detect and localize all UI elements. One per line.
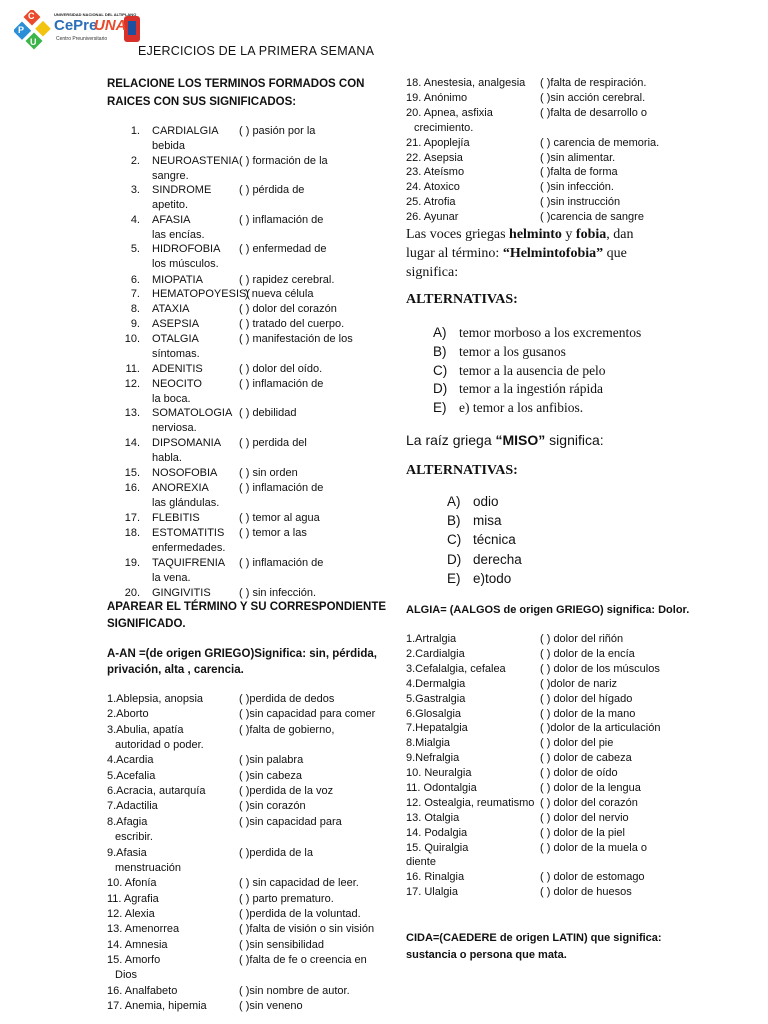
item-term: 13. Amenorrea <box>107 923 180 936</box>
logo-subtitle: Centro Preuniversitario <box>56 36 108 42</box>
list-item <box>0 406 400 436</box>
alternative-letter: C) <box>433 362 448 378</box>
item-meaning: ( ) enfermedad de <box>239 243 327 255</box>
item-meaning: ( )perdida de la voluntad. <box>239 907 361 920</box>
item-meaning: ( ) dolor del hígado <box>540 692 633 705</box>
item-meaning: ( )sin capacidad para <box>239 815 342 828</box>
item-term: NEOCITO <box>152 378 202 390</box>
question2-term: “MISO” <box>495 432 546 448</box>
list-item <box>0 76 768 91</box>
item-meaning-continued: menstruación <box>115 861 182 874</box>
item-term: 21. Apoplejía <box>406 136 470 149</box>
item-term: 10. Neuralgia <box>406 767 472 780</box>
item-meaning: ( )sin corazón <box>239 800 306 813</box>
item-meaning: ( ) inflamación de <box>239 482 324 494</box>
logo-brand-una: UNA <box>94 17 127 34</box>
logo <box>14 10 142 52</box>
item-term: 13. Otalgia <box>406 811 460 824</box>
question1-term: “Helmintofobia” <box>502 246 604 261</box>
item-number: 5. <box>130 243 140 255</box>
item-meaning: ( ) parto prematuro. <box>239 892 334 905</box>
item-term: 6.Glosalgia <box>406 707 462 720</box>
item-meaning: ( ) tratado del cuerpo. <box>239 318 345 330</box>
item-term: 15. Amorfo <box>107 953 161 966</box>
list-item <box>0 91 768 106</box>
item-term: MIOPATIA <box>152 274 203 286</box>
section3-title: ALGIA= (AALGOS de origen GRIEGO) significa: Dolor. <box>406 604 690 616</box>
item-number: 19. <box>124 557 140 569</box>
list-item <box>0 707 768 722</box>
alternative-letter: D) <box>447 551 462 567</box>
list-item <box>0 870 768 885</box>
alternative-text: misa <box>473 513 502 529</box>
item-meaning: ( )sin infección. <box>540 181 614 194</box>
list-item <box>0 180 768 195</box>
item-term: 1.Ablepsia, anopsia <box>107 693 204 705</box>
item-term: ANOREXIA <box>152 482 209 494</box>
list-item <box>0 692 768 707</box>
list-item <box>0 151 768 166</box>
item-meaning: ( ) pasión por la <box>239 125 316 137</box>
item-meaning: ( ) inflamación de <box>239 214 324 226</box>
item-number: 18. <box>124 527 140 539</box>
alternative-text: temor a la ausencia de pelo <box>459 362 606 378</box>
item-term: 2.Cardialgia <box>406 647 465 660</box>
logo-brand-cepre: CePre <box>54 17 98 34</box>
item-term: 7.Hepatalgia <box>406 722 468 735</box>
item-meaning: ( )perdida de la <box>239 846 313 859</box>
item-meaning: ( ) dolor del riñón <box>540 633 624 645</box>
list-item <box>0 481 400 511</box>
question1-text: y <box>561 227 576 242</box>
item-meaning: ( ) dolor de estomago <box>540 871 645 884</box>
alternative-letter: D) <box>433 381 448 397</box>
item-term: 9.Afasia <box>107 846 147 859</box>
list-item <box>0 556 400 586</box>
item-meaning: ( )dolor de nariz <box>540 677 618 690</box>
item-term: 9.Nefralgia <box>406 752 460 765</box>
item-number: 14. <box>124 437 140 449</box>
item-term: 25. Atrofia <box>406 196 456 209</box>
item-term: DIPSOMANIA <box>152 437 222 449</box>
section4-title <box>406 930 662 964</box>
alternative-letter: B) <box>447 513 461 529</box>
list-item <box>0 826 768 841</box>
list-item <box>0 796 768 811</box>
item-term: NEUROASTENIA <box>152 155 239 167</box>
item-meaning: ( )falta de gobierno, <box>239 723 335 736</box>
item-meaning: ( )falta de fe o creencia en <box>239 953 367 966</box>
list-item <box>0 377 400 407</box>
item-meaning-continued: bebida <box>152 139 186 152</box>
item-term: SINDROME <box>152 184 212 196</box>
item-term: 23. Ateísmo <box>406 166 465 179</box>
section4-title-line2: sustancia o persona que mata. <box>406 949 567 961</box>
item-term: ESTOMATITIS <box>152 527 225 539</box>
item-term: 2.Aborto <box>107 708 149 721</box>
item-term: 12. Ostealgia, reumatismo <box>406 796 535 809</box>
item-number: 20. <box>124 587 140 599</box>
item-meaning: ( )carencia de sangre <box>540 211 644 224</box>
item-number: 10. <box>124 333 140 345</box>
item-meaning: ( ) dolor de la lengua <box>540 782 641 794</box>
item-meaning: ( ) dolor del nervio <box>540 811 629 824</box>
item-meaning: ( ) rapidez cerebral. <box>239 274 335 286</box>
item-meaning-continued: las glándulas. <box>152 496 220 509</box>
item-meaning: ( ) perdida del <box>239 437 307 449</box>
item-meaning: ( ) manifestación de los <box>239 333 353 345</box>
item-meaning: ( )dolor de la articulación <box>540 722 661 735</box>
item-meaning: ( ) sin capacidad de leer. <box>239 877 359 890</box>
list-item <box>0 885 768 900</box>
list-item <box>0 781 768 796</box>
item-term: SOMATOLOGIA <box>152 407 233 419</box>
question1-text: lugar al término: <box>406 246 503 261</box>
list-item <box>0 647 768 662</box>
list-item <box>0 751 768 766</box>
item-term: 7.Adactilia <box>107 800 158 813</box>
item-term: 5.Acefalia <box>107 769 156 782</box>
item-term: 14. Podalgia <box>406 826 468 839</box>
item-term: ATAXIA <box>152 303 190 315</box>
item-term: 17. Ulalgia <box>406 886 458 899</box>
section4-title-line1: CIDA=(CAEDERE de origen LATIN) que significa: <box>406 932 662 944</box>
item-number: 8. <box>130 303 140 315</box>
list-item <box>0 811 768 826</box>
question1-line3: significa: <box>406 265 459 280</box>
item-meaning: ( ) temor a las <box>239 527 307 539</box>
list-item <box>0 210 768 225</box>
item-term: HEMATOPOYESIS( <box>152 288 251 300</box>
item-number: 2. <box>130 155 140 167</box>
item-number: 11. <box>125 363 140 375</box>
question1-word-fobia: fobia <box>575 227 607 242</box>
item-number: 4. <box>130 214 140 226</box>
section2-title-line2: SIGNIFICADO. <box>107 618 186 630</box>
list-item <box>0 136 768 151</box>
item-term: 16. Rinalgia <box>406 871 465 884</box>
question2-alternatives-title: ALTERNATIVAS: <box>406 463 518 478</box>
item-meaning-continued: enfermedades. <box>152 541 226 554</box>
section2-subtitle-line2: privación, alta , carencia. <box>107 664 244 676</box>
question1-text: Las voces griegas <box>406 227 510 242</box>
list-item <box>0 984 768 999</box>
question1-text: , dan <box>606 227 634 242</box>
item-number: 1. <box>130 125 140 137</box>
list-item <box>0 841 768 871</box>
item-meaning-continued: diente <box>406 856 436 869</box>
list-item <box>0 999 768 1014</box>
item-number: 3. <box>130 184 140 196</box>
item-meaning-continued: habla. <box>152 451 182 464</box>
item-meaning: ( ) sin infección. <box>239 587 317 599</box>
item-number: 9. <box>130 318 140 330</box>
question1 <box>406 225 633 282</box>
item-term: 18. Anestesia, analgesia <box>406 77 526 89</box>
item-meaning: ( ) debilidad <box>239 407 297 419</box>
section1-title-line1: RELACIONE LOS TERMINOS FORMADOS CON <box>107 78 365 90</box>
item-term: GINGIVITIS <box>152 587 211 599</box>
section2-title-line1: APAREAR EL TÉRMINO Y SU CORRESPONDIENTE <box>107 601 387 613</box>
alternative-text: temor a la ingestión rápida <box>459 381 603 397</box>
item-term: 12. Alexia <box>107 907 155 920</box>
alternative-letter: B) <box>433 343 447 359</box>
item-meaning: ( )sin palabra <box>239 754 304 767</box>
item-meaning: ( ) dolor de huesos <box>540 886 632 899</box>
item-meaning: ( ) dolor de los músculos <box>540 662 660 675</box>
item-term: 16. Analfabeto <box>107 984 178 997</box>
item-term: HIDROFOBIA <box>152 243 221 255</box>
list-item <box>0 242 400 272</box>
item-term: NOSOFOBIA <box>152 467 218 479</box>
alternative-text: temor a los gusanos <box>459 343 566 359</box>
item-meaning: ( )sin acción cerebral. <box>540 91 646 104</box>
question1-line1 <box>406 225 633 244</box>
item-meaning: ( ) pérdida de <box>239 184 305 196</box>
alternative-text: e) temor a los anfibios. <box>459 400 584 416</box>
question2-text: significa: <box>545 432 604 448</box>
item-term: 26. Ayunar <box>406 211 459 224</box>
item-meaning-continued: las encías. <box>152 228 205 241</box>
question1-text: que <box>603 246 627 261</box>
item-meaning-continued: síntomas. <box>152 347 200 360</box>
item-meaning: ( ) dolor del corazón <box>239 303 337 315</box>
item-meaning: ( ) temor al agua <box>239 512 320 524</box>
item-term: FLEBITIS <box>152 512 200 524</box>
alternative-letter: E) <box>447 570 461 586</box>
list-item <box>0 526 400 556</box>
list-item <box>0 436 400 466</box>
item-meaning: ( )sin sensibilidad <box>239 938 324 951</box>
list-item <box>0 662 768 677</box>
item-meaning: ( ) dolor del corazón <box>540 796 638 809</box>
item-term: 24. Atoxico <box>406 181 460 194</box>
item-term: ASEPSIA <box>152 318 200 330</box>
question2 <box>406 432 604 448</box>
item-term: 15. Quiralgia <box>406 841 469 854</box>
item-term: 20. Apnea, asfixia <box>406 106 493 119</box>
item-meaning: ( ) dolor de la muela o <box>540 841 647 854</box>
item-meaning: ( ) dolor de oído <box>540 767 618 780</box>
item-meaning: ( ) sin orden <box>239 467 298 479</box>
item-number: 6. <box>130 274 140 286</box>
item-meaning: ( ) carencia de memoria. <box>540 136 660 149</box>
item-term: 8.Mialgia <box>406 737 451 750</box>
item-meaning-continued: crecimiento. <box>414 121 474 134</box>
alternative-text: odio <box>473 494 499 509</box>
alternative-letter: A) <box>433 325 447 340</box>
item-meaning: ) nueva célula <box>245 288 314 300</box>
item-meaning: ( ) inflamación de <box>239 378 324 390</box>
list-item <box>0 165 768 180</box>
list-item <box>0 106 768 136</box>
item-meaning: ( ) dolor del oído. <box>239 363 323 375</box>
item-meaning: ( )sin nombre de autor. <box>239 984 350 997</box>
page-title: EJERCICIOS DE LA PRIMERA SEMANA <box>138 44 375 58</box>
item-meaning-continued: apetito. <box>152 198 189 211</box>
item-term: 17. Anemia, hipemia <box>107 1000 207 1012</box>
item-meaning: ( ) dolor de la mano <box>540 707 636 720</box>
item-meaning: ( ) dolor de la encía <box>540 647 635 660</box>
item-meaning: ( ) inflamación de <box>239 557 324 569</box>
alternative-text: temor morboso a los excrementos <box>459 325 642 340</box>
item-meaning: ( ) dolor de cabeza <box>540 752 632 765</box>
list-item <box>0 766 768 781</box>
item-meaning: ( )sin alimentar. <box>540 151 616 164</box>
item-meaning: ( ) formación de la <box>239 155 328 167</box>
list-item <box>0 907 768 922</box>
logo-letter-u: U <box>30 37 37 47</box>
item-meaning: ( )sin cabeza <box>239 769 302 782</box>
item-meaning: ( )sin veneno <box>239 1000 303 1012</box>
item-meaning-continued: nerviosa. <box>152 421 197 434</box>
item-term: 22. Asepsia <box>406 151 463 164</box>
item-meaning: ( )falta de respiración. <box>540 77 647 89</box>
item-meaning: ( )sin instrucción <box>540 196 621 209</box>
item-meaning-continued: la vena. <box>152 571 191 584</box>
logo-university-text: UNIVERSIDAD NACIONAL DEL ALTIPLANO <box>54 12 137 17</box>
item-meaning-continued: escribir. <box>115 831 153 844</box>
question1-line2 <box>406 244 633 263</box>
item-meaning: ( )falta de visión o sin visión <box>239 923 375 936</box>
alternative-letter: C) <box>447 532 462 548</box>
item-number: 17. <box>124 512 140 524</box>
item-meaning-continued: Dios <box>115 969 138 982</box>
item-number: 12. <box>124 378 140 390</box>
item-meaning: ( ) dolor del pie <box>540 737 614 750</box>
question1-alternatives-title: ALTERNATIVAS: <box>406 292 518 307</box>
list-item <box>0 721 768 736</box>
item-meaning: ( ) dolor de la piel <box>540 826 625 839</box>
logo-letter-p: P <box>18 25 25 35</box>
item-term: OTALGIA <box>152 333 199 345</box>
section1-title-line2: RAICES CON SUS SIGNIFICADOS: <box>107 96 297 108</box>
list-item <box>0 677 768 692</box>
item-number: 13. <box>124 407 140 419</box>
item-term: 19. Anónimo <box>406 91 468 104</box>
alternative-letter: E) <box>433 400 447 416</box>
item-term: 14. Amnesia <box>107 938 168 951</box>
item-term: 4.Acardia <box>107 754 154 767</box>
alternative-letter: A) <box>447 494 461 509</box>
list-item <box>0 632 768 647</box>
item-number: 7. <box>130 288 140 300</box>
list-item <box>0 332 400 362</box>
list-item <box>0 736 768 751</box>
item-meaning-continued: la boca. <box>152 392 191 405</box>
item-term: 3.Cefalalgia, cefalea <box>406 662 506 675</box>
item-term: TAQUIFRENIA <box>152 557 226 569</box>
item-meaning: ( )perdida de la voz <box>239 785 334 798</box>
item-meaning-continued: sangre. <box>152 169 189 182</box>
item-term: 11. Agrafia <box>107 892 159 905</box>
question1-word-helminto: helminto <box>509 227 562 242</box>
item-term: CARDIALGIA <box>152 125 219 137</box>
section2-title <box>107 599 386 633</box>
alternative-text: técnica <box>473 532 516 548</box>
item-meaning: ( )falta de forma <box>540 166 618 179</box>
item-term: 10. Afonía <box>107 877 157 890</box>
list-item <box>0 195 768 210</box>
item-meaning: ( )sin capacidad para comer <box>239 708 376 721</box>
alternative-text: derecha <box>473 551 522 567</box>
item-number: 15. <box>124 467 140 479</box>
item-term: 4.Dermalgia <box>406 677 466 690</box>
question2-text: La raíz griega <box>406 432 496 448</box>
item-meaning: ( )perdida de dedos <box>239 693 335 705</box>
alternative-text: e)todo <box>473 570 512 586</box>
item-number: 16. <box>124 482 140 494</box>
item-term: 6.Acracia, autarquía <box>107 785 206 798</box>
item-term: 11. Odontalgia <box>406 782 477 794</box>
item-term: 1.Artralgia <box>406 633 457 645</box>
item-term: 3.Abulia, apatía <box>107 723 184 736</box>
item-term: 5.Gastralgia <box>406 692 466 705</box>
item-meaning: ( )falta de desarrollo o <box>540 106 647 119</box>
item-meaning-continued: autoridad o poder. <box>115 739 204 752</box>
section2-subtitle-line1: A-AN =(de origen GRIEGO)Significa: sin, pérdida, <box>107 648 377 660</box>
logo-letter-c: C <box>28 11 35 21</box>
item-term: ADENITIS <box>152 363 203 375</box>
item-term: AFASIA <box>152 214 191 226</box>
item-meaning-continued: los músculos. <box>152 257 219 270</box>
item-term: 8.Afagia <box>107 815 148 828</box>
